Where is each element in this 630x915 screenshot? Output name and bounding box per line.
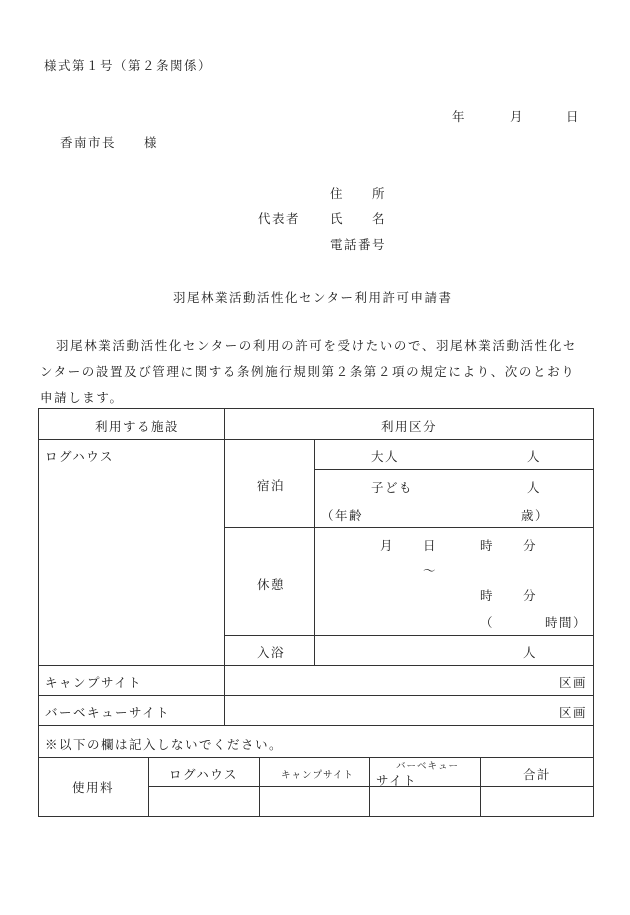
facility-campsite: キャンプサイト bbox=[45, 675, 143, 690]
rest-start-hour: 時 bbox=[480, 538, 495, 553]
applicant-representative-label: 代表者 bbox=[258, 211, 301, 226]
form-number: 様式第１号（第２条関係） bbox=[44, 58, 213, 73]
facility-bbq-site: バーベキューサイト bbox=[45, 705, 171, 720]
table-rule bbox=[224, 409, 225, 725]
rest-paren-open: （ bbox=[480, 615, 495, 630]
adult-unit: 人 bbox=[527, 449, 542, 464]
header-facility: 利用する施設 bbox=[95, 419, 180, 434]
bbq-unit: 区画 bbox=[559, 705, 588, 720]
child-unit: 人 bbox=[527, 480, 542, 495]
age-open: （年齢 bbox=[321, 508, 364, 523]
usage-table bbox=[38, 408, 594, 726]
rest-day: 日 bbox=[423, 538, 438, 553]
statement-line-1: 羽尾林業活動活性化センターの利用の許可を受けたいので、羽尾林業活動活性化セ bbox=[56, 338, 577, 353]
stay-label: 宿泊 bbox=[257, 478, 286, 493]
rest-end-minute: 分 bbox=[523, 588, 538, 603]
fee-col-log-house: ログハウス bbox=[169, 767, 238, 782]
rest-label: 休憩 bbox=[257, 577, 286, 592]
statement-line-2: ンターの設置及び管理に関する条例施行規則第２条第２項の規定により、次のとおり bbox=[40, 364, 576, 379]
date-month-label: 月 bbox=[510, 109, 525, 124]
bath-unit: 人 bbox=[523, 645, 538, 660]
campsite-unit: 区画 bbox=[559, 675, 588, 690]
table-rule bbox=[39, 757, 593, 758]
applicant-address-label: 住 所 bbox=[330, 186, 387, 201]
bath-label: 入浴 bbox=[257, 645, 286, 660]
fee-col-campsite: キャンプサイト bbox=[281, 770, 354, 781]
date-day-label: 日 bbox=[566, 109, 581, 124]
fee-col-bbq-bottom: サイト bbox=[376, 773, 418, 788]
application-statement bbox=[40, 333, 593, 411]
table-rule bbox=[39, 665, 593, 666]
table-rule bbox=[259, 757, 260, 816]
table-rule bbox=[224, 527, 593, 528]
date-year-label: 年 bbox=[452, 109, 467, 124]
header-usage: 利用区分 bbox=[381, 419, 438, 434]
table-rule bbox=[369, 757, 370, 816]
rest-tilde: ～ bbox=[423, 563, 438, 578]
child-label: 子ども bbox=[371, 480, 414, 495]
fee-label: 使用料 bbox=[72, 780, 115, 795]
applicant-phone-label: 電話番号 bbox=[330, 237, 387, 252]
statement-line-3: 申請します。 bbox=[40, 390, 124, 405]
rest-end-hour: 時 bbox=[480, 588, 495, 603]
rest-hours-close: 時間） bbox=[545, 615, 588, 630]
table-rule bbox=[148, 786, 593, 787]
document-title: 羽尾林業活動活性化センター利用許可申請書 bbox=[173, 290, 453, 305]
fee-col-bbq-top: バーベキュー bbox=[396, 761, 460, 772]
addressee: 香南市長 様 bbox=[60, 135, 159, 150]
rest-start-minute: 分 bbox=[523, 538, 538, 553]
facility-log-house: ログハウス bbox=[45, 449, 114, 464]
table-rule bbox=[224, 635, 593, 636]
table-rule bbox=[314, 469, 593, 470]
table-rule bbox=[480, 757, 481, 816]
office-use-table bbox=[38, 725, 594, 817]
table-rule bbox=[314, 439, 315, 665]
table-rule bbox=[148, 757, 149, 816]
rest-month: 月 bbox=[380, 538, 395, 553]
age-close: 歳） bbox=[521, 508, 550, 523]
table-rule bbox=[39, 439, 593, 440]
office-use-note: ※以下の欄は記入しないでください。 bbox=[45, 737, 284, 752]
fee-col-total: 合計 bbox=[523, 767, 552, 782]
table-rule bbox=[39, 695, 593, 696]
adult-label: 大人 bbox=[371, 449, 400, 464]
applicant-name-label: 氏 名 bbox=[330, 211, 387, 226]
